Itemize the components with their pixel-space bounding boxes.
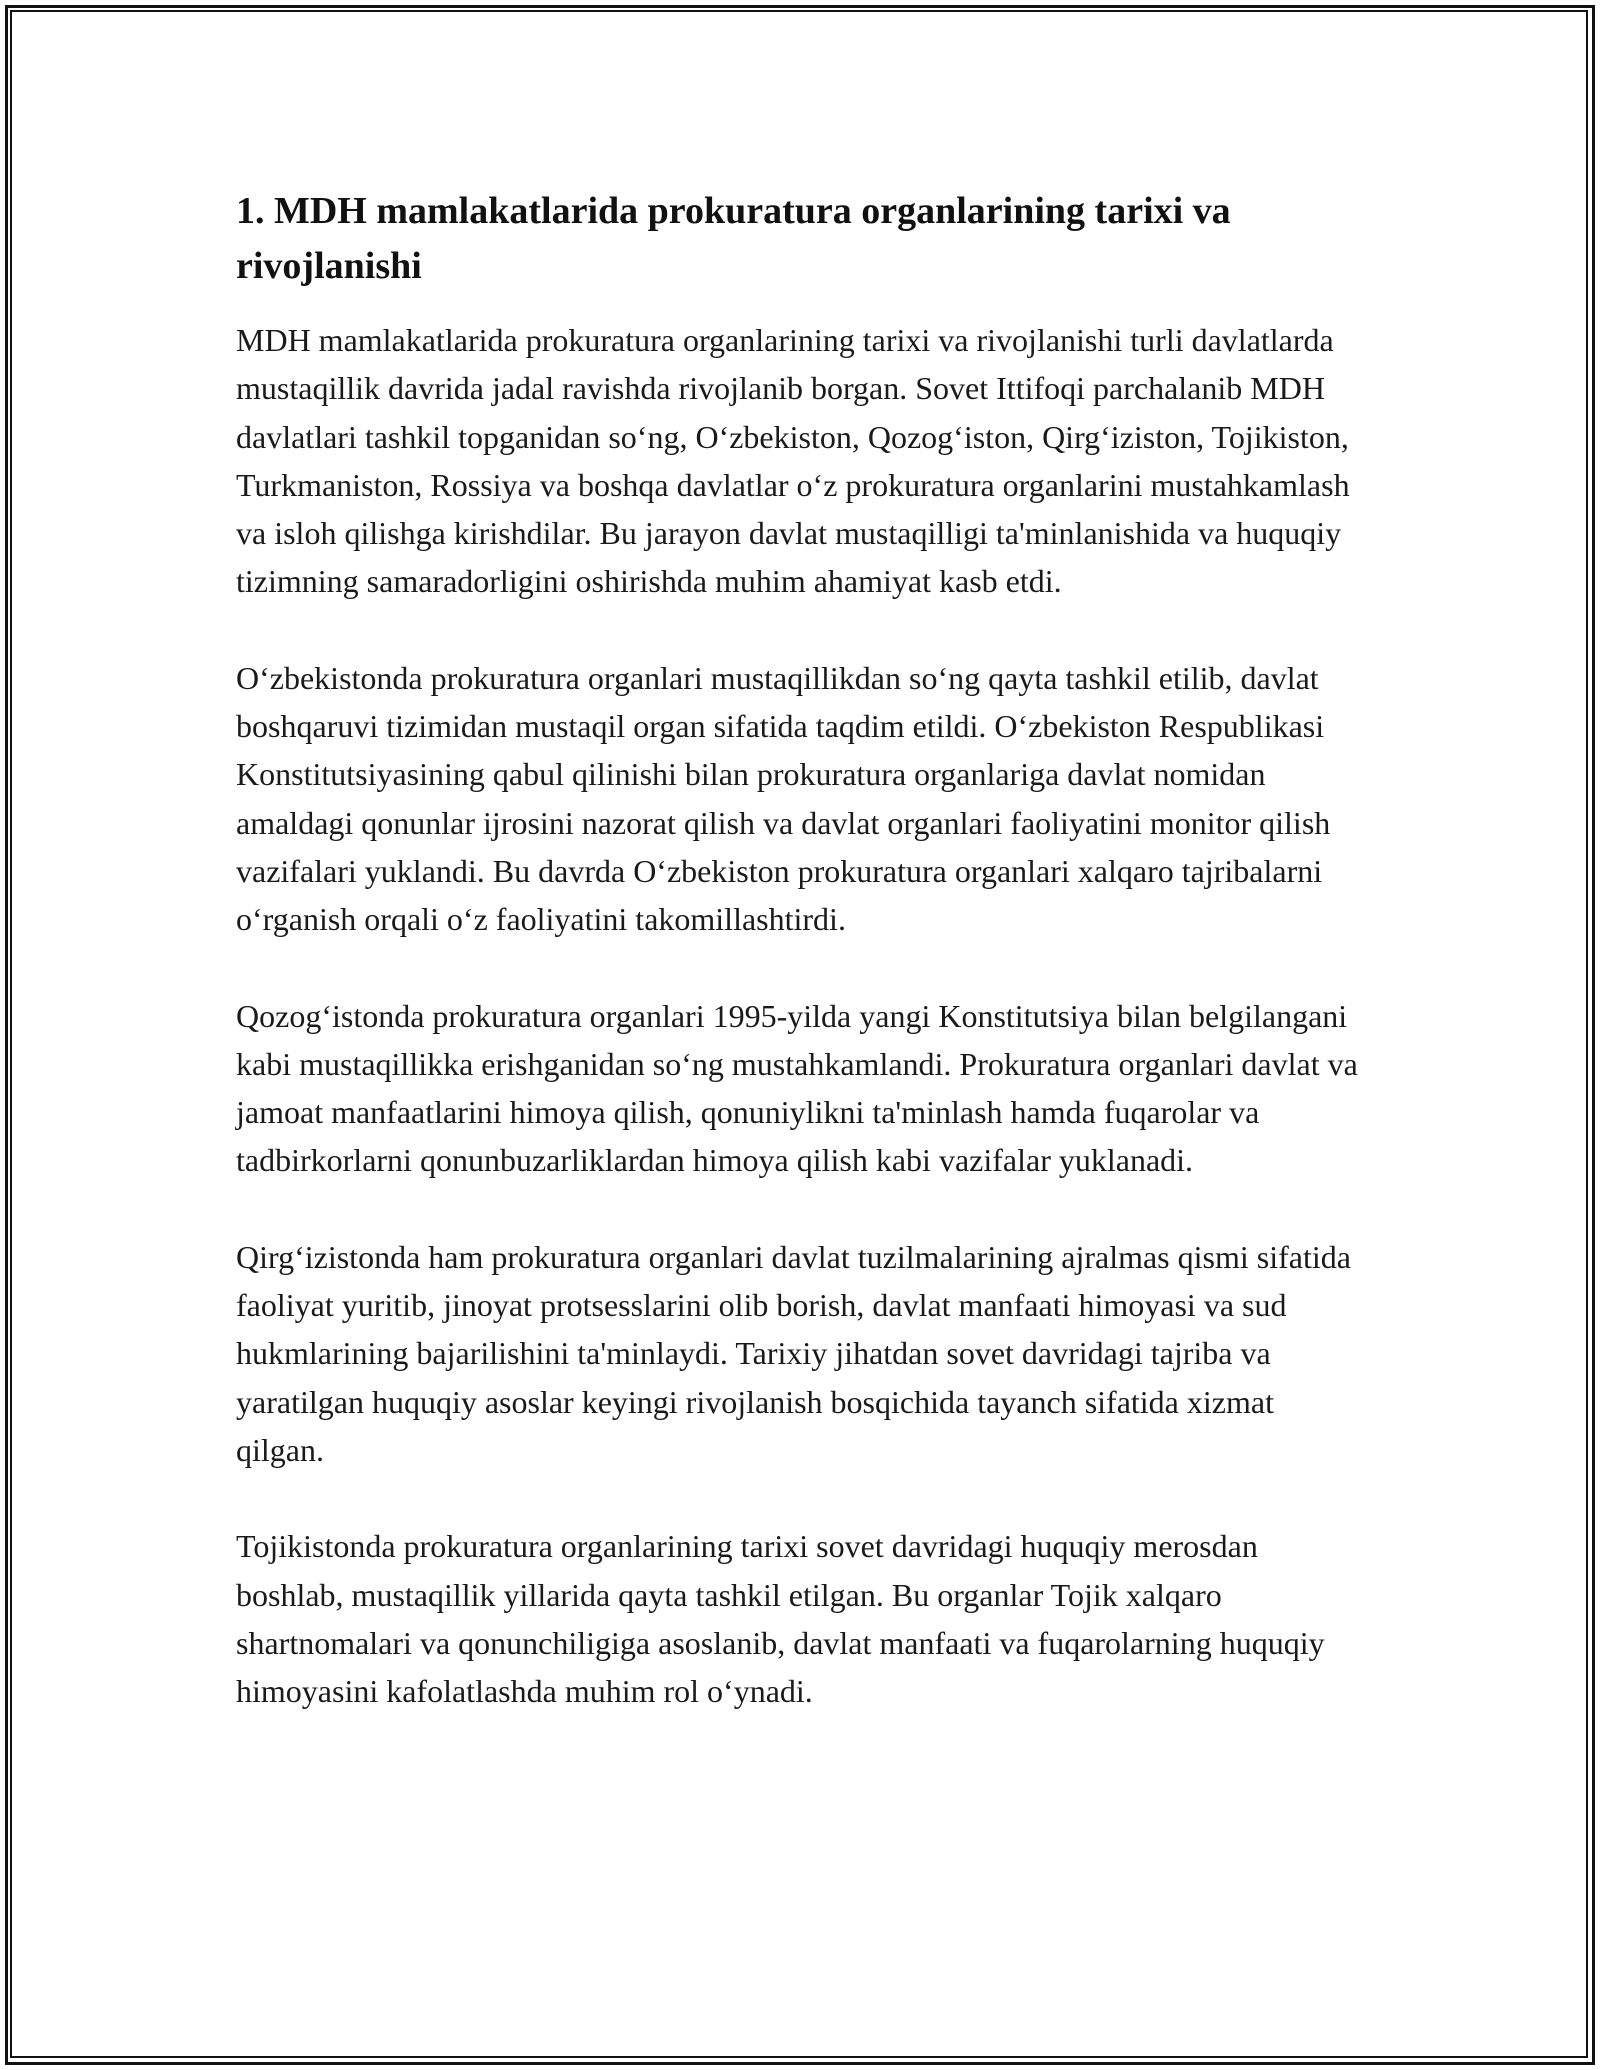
section-heading: 1. MDH mamlakatlarida prokuratura organlarining tarixi va rivojlanishi bbox=[236, 190, 1231, 287]
document-page bbox=[236, 184, 1366, 1763]
paragraph-uzbekistan: O‘zbekistonda prokuratura organlari mustaqillikdan so‘ng qayta tashkil etilib, davlat boshqaruvi tizimidan mustaqil organ sifatida taqdim etildi. O‘zbekiston Respublikasi Konstitutsiyasining qabul qilinishi bilan prokuratura organlariga davlat nomidan amaldagi qonunlar ijrosini nazorat qilish va davlat organlari faoliyatini monitor qilish vazifalari yuklandi. Bu davrda O‘zbekiston prokuratura organlari xalqaro tajribalarni o‘rganish orqali o‘z faoliyatini takomillashtirdi. bbox=[236, 659, 1331, 938]
paragraph-tajikistan: Tojikistonda prokuratura organlarining tarixi sovet davridagi huquqiy merosdan boshlab, mustaqillik yillarida qayta tashkil etilgan. Bu organlar Tojik xalqaro shartnomalari va qonunchiligiga asoslanib, davlat manfaati va fuqarolarning huquqiy himoyasini kafolatlashda muhim rol o‘ynadi. bbox=[236, 1528, 1325, 1710]
paragraph-mdh-overview: MDH mamlakatlarida prokuratura organlarining tarixi va rivojlanishi turli davlatlarda mustaqillik davrida jadal ravishda rivojlanib borgan. Sovet Ittifoqi parchalanib MDH davlatlari tashkil topganidan so‘ng, O‘zbekiston, Qozog‘iston, Qirg‘iziston, Tojikiston, Turkmaniston, Rossiya va boshqa davlatlar o‘z prokuratura organlarini mustahkamlash va isloh qilishga kirishdilar. Bu jarayon davlat mustaqilligi ta'minlanishida va huquqiy tizimning samaradorligini oshirishda muhim ahamiyat kasb etdi. bbox=[236, 322, 1350, 600]
paragraph-kazakhstan: Qozog‘istonda prokuratura organlari 1995-yilda yangi Konstitutsiya bilan belgilangani kabi mustaqillikka erishganidan so‘ng mustahkamlandi. Prokuratura organlari davlat va jamoat manfaatlarini himoya qilish, qonuniylikni ta'minlash hamda fuqarolar va tadbirkorlarni qonunbuzarliklardan himoya qilish kabi vazifalar yuklanadi. bbox=[236, 997, 1358, 1179]
paragraph-kyrgyzstan: Qirg‘izistonda ham prokuratura organlari davlat tuzilmalarining ajralmas qismi sifatida faoliyat yuritib, jinoyat protsesslarini olib borish, davlat manfaati himoyasi va sud hukmlarining bajarilishini ta'minlaydi. Tarixiy jihatdan sovet davridagi tajriba va yaratilgan huquqiy asoslar keyingi rivojlanish bosqichida tayanch sifatida xizmat qilgan. bbox=[236, 1238, 1351, 1468]
